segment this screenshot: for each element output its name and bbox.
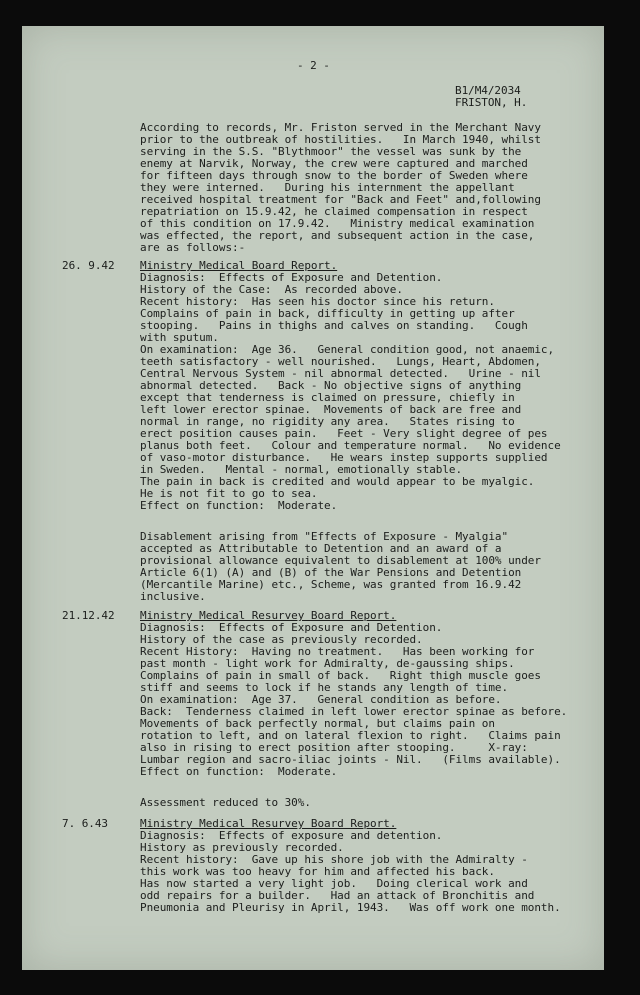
entry-line: of vaso-motor disturbance. He wears instep supports supplied [140, 451, 548, 464]
entry-line: Pneumonia and Pleurisy in April, 1943. Was off work one month. [140, 901, 561, 914]
entry-date: 21.12.42 [62, 609, 115, 622]
entry-line: Back: Tenderness claimed in left lower erector spinae as before. [140, 705, 568, 718]
entry-note-line: inclusive. [140, 590, 206, 603]
entry-line: rotation to left, and on lateral flexion to right. Claims pain [140, 729, 561, 742]
entry-line: abnormal detected. Back - No objective signs of anything [140, 379, 522, 392]
intro-line: received hospital treatment for "Back and Feet" and,following [140, 193, 541, 206]
entry-line: Effect on function: Moderate. [140, 765, 338, 778]
entry-line: On examination: Age 37. General condition as before. [140, 693, 502, 706]
entry-line: also in rising to erect position after stooping. X-ray: [140, 741, 528, 754]
entry-line: On examination: Age 36. General condition good, not anaemic, [140, 343, 555, 356]
entry-line: Diagnosis: Effects of exposure and detention. [140, 829, 443, 842]
entry-line: erect position causes pain. Feet - Very slight degree of pes [140, 427, 548, 440]
entry-line: stiff and seems to lock if he stands any length of time. [140, 681, 509, 694]
entry-date: 7. 6.43 [62, 817, 109, 830]
entry-line: Diagnosis: Effects of Exposure and Detention. [140, 271, 443, 284]
intro-line: was effected, the report, and subsequent action in the case, [140, 229, 535, 242]
page-number: - 2 - [297, 59, 330, 72]
entry-line: History as previously recorded. [140, 841, 344, 854]
entry-line: past month - light work for Admiralty, de-gaussing ships. [140, 657, 515, 670]
entry-line: Diagnosis: Effects of Exposure and Detention. [140, 621, 443, 634]
intro-line: enemy at Narvik, Norway, the crew were captured and marched [140, 157, 528, 170]
entry-line: with sputum. [140, 331, 219, 344]
entry-line: planus both feet. Colour and temperature normal. No evidence [140, 439, 561, 452]
entry-heading: Ministry Medical Resurvey Board Report. [140, 609, 397, 622]
entry-note-line: Assessment reduced to 30%. [140, 796, 311, 809]
intro-line: According to records, Mr. Friston served in the Merchant Navy [140, 121, 541, 134]
entry-note-line: (Mercantile Marine) etc., Scheme, was granted from 16.9.42 [140, 578, 522, 591]
entry-line: Recent history: Has seen his doctor since his return. [140, 295, 495, 308]
entry-note-line: Disablement arising from "Effects of Exposure - Myalgia" [140, 530, 509, 543]
entry-line: this work was too heavy for him and affected his back. [140, 865, 495, 878]
intro-line: of this condition on 17.9.42. Ministry medical examination [140, 217, 535, 230]
entry-line: in Sweden. Mental - normal, emotionally stable. [140, 463, 463, 476]
entry-line: Lumbar region and sacro-iliac joints - Nil. (Films available). [140, 753, 561, 766]
entry-note-line: accepted as Attributable to Detention and an award of a [140, 542, 502, 555]
reference-code: B1/M4/2034 [455, 84, 521, 97]
entry-line: Has now started a very light job. Doing clerical work and [140, 877, 528, 890]
intro-line: they were interned. During his internment the appellant [140, 181, 515, 194]
entry-line: left lower erector spinae. Movements of back are free and [140, 403, 522, 416]
entry-line: Central Nervous System - nil abnormal detected. Urine - nil [140, 367, 541, 380]
entry-line: The pain in back is credited and would appear to be myalgic. [140, 475, 535, 488]
entry-line: Recent History: Having no treatment. Has been working for [140, 645, 535, 658]
intro-line: prior to the outbreak of hostilities. In March 1940, whilst [140, 133, 541, 146]
entry-line: Movements of back perfectly normal, but claims pain on [140, 717, 495, 730]
intro-line: are as follows:- [140, 241, 246, 254]
entry-line: stooping. Pains in thighs and calves on standing. Cough [140, 319, 528, 332]
entry-line: History of the Case: As recorded above. [140, 283, 403, 296]
reference-name: FRISTON, H. [455, 96, 528, 109]
entry-line: Recent history: Gave up his shore job with the Admiralty - [140, 853, 528, 866]
entry-date: 26. 9.42 [62, 259, 115, 272]
entry-line: Effect on function: Moderate. [140, 499, 338, 512]
entry-heading: Ministry Medical Resurvey Board Report. [140, 817, 397, 830]
intro-line: repatriation on 15.9.42, he claimed compensation in respect [140, 205, 528, 218]
entry-line: normal in range, no rigidity any area. States rising to [140, 415, 515, 428]
intro-line: serving in the S.S. "Blythmoor" the vessel was sunk by the [140, 145, 522, 158]
entry-line: odd repairs for a builder. Had an attack of Bronchitis and [140, 889, 535, 902]
entry-note-line: Article 6(1) (A) and (B) of the War Pensions and Detention [140, 566, 522, 579]
intro-line: for fifteen days through snow to the border of Sweden where [140, 169, 528, 182]
entry-line: except that tenderness is claimed on pressure, chiefly in [140, 391, 515, 404]
entry-line: He is not fit to go to sea. [140, 487, 318, 500]
entry-line: teeth satisfactory - well nourished. Lungs, Heart, Abdomen, [140, 355, 541, 368]
entry-heading: Ministry Medical Board Report. [140, 259, 338, 272]
entry-line: Complains of pain in back, difficulty in getting up after [140, 307, 515, 320]
entry-line: Complains of pain in small of back. Right thigh muscle goes [140, 669, 541, 682]
entry-line: History of the case as previously recorded. [140, 633, 423, 646]
entry-note-line: provisional allowance equivalent to disablement at 100% under [140, 554, 541, 567]
